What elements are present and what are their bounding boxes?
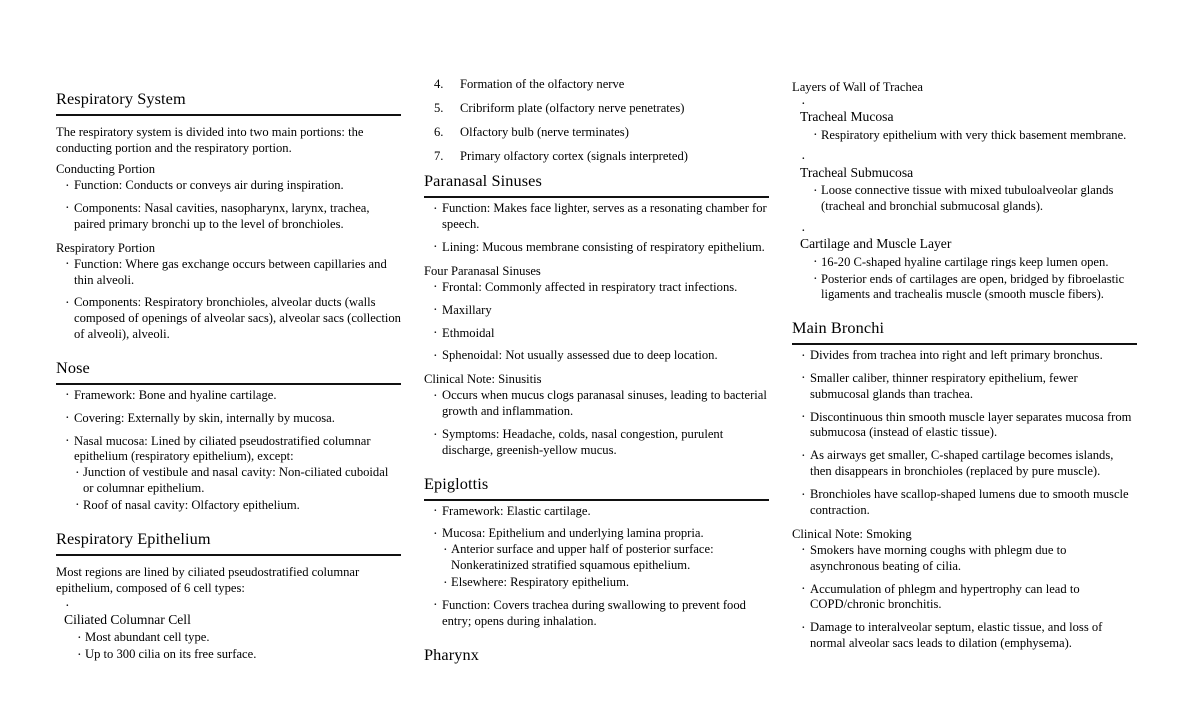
paranasal-sinuses-list bbox=[424, 201, 769, 256]
list-item: · Function: Conducts or conveys air during inspiration. bbox=[64, 178, 401, 194]
main-bronchi-list bbox=[792, 348, 1137, 519]
list-number: 7. bbox=[434, 148, 444, 163]
subheading-clinical-note-sinusitis: Clinical Note: Sinusitis bbox=[424, 372, 542, 387]
list-text: Formation of the olfactory nerve bbox=[460, 77, 625, 91]
list-text: Cribriform plate (olfactory nerve penetrates) bbox=[460, 100, 685, 115]
list-item: · Framework: Elastic cartilage. bbox=[432, 504, 769, 520]
document-column-2 bbox=[424, 0, 769, 703]
respiratory-epithelium-paragraph: Most regions are lined by ciliated pseudostratified columnar epithelium, composed of 6 cell types: bbox=[56, 564, 360, 595]
list-item: · Frontal: Commonly affected in respiratory tract infections. bbox=[432, 280, 769, 296]
epiglottis-list bbox=[424, 504, 769, 543]
list-item: · Ethmoidal bbox=[432, 326, 769, 342]
trachea-layers-list-2 bbox=[792, 152, 1137, 161]
list-item: · Up to 300 cilia on its free surface. bbox=[76, 647, 401, 663]
respiratory-portion-list bbox=[56, 257, 401, 343]
ciliated-columnar-cell-list bbox=[56, 630, 401, 663]
tracheal-mucosa-list bbox=[792, 128, 1137, 144]
section-heading-paranasal-sinuses: Paranasal Sinuses bbox=[424, 172, 769, 198]
list-item: · Smokers have morning coughs with phlegm due to asynchronous beating of cilia. bbox=[800, 543, 1137, 575]
numbered-list-item bbox=[434, 149, 769, 165]
four-sinuses-list bbox=[424, 280, 769, 364]
numbered-list-item bbox=[434, 101, 769, 117]
cartilage-muscle-layer-list bbox=[792, 255, 1137, 304]
group-heading-ciliated-columnar-cell: Ciliated Columnar Cell bbox=[64, 611, 191, 627]
epiglottis-function-list bbox=[424, 598, 769, 630]
list-item: · Posterior ends of cartilages are open, bridged by fibroelastic ligaments and trachealis muscle (smooth muscle fibers). bbox=[812, 272, 1137, 304]
list-item: · As airways get smaller, C-shaped cartilage becomes islands, then disappears in bronchioles (replaced by pure muscle). bbox=[800, 448, 1137, 480]
trachea-layers-list-3 bbox=[792, 223, 1137, 232]
nasal-mucosa-exceptions-list bbox=[56, 465, 401, 514]
list-item: · Components: Respiratory bronchioles, alveolar ducts (walls composed of openings of alveolar sacs), alveolar sacs (collection of alveoli), alveoli. bbox=[64, 295, 401, 343]
list-item: · Nasal mucosa: Lined by ciliated pseudostratified columnar epithelium (respiratory epithelium), except: bbox=[64, 434, 401, 466]
subheading-four-paranasal-sinuses: Four Paranasal Sinuses bbox=[424, 263, 541, 278]
list-item: · Discontinuous thin smooth muscle layer separates mucosa from submucosa (instead of elastic tissue). bbox=[800, 410, 1137, 442]
list-item: · 16-20 C-shaped hyaline cartilage rings keep lumen open. bbox=[812, 255, 1137, 271]
list-item: · Function: Covers trachea during swallowing to prevent food entry; opens during inhalation. bbox=[432, 598, 769, 630]
nose-list bbox=[56, 388, 401, 465]
list-item: · Occurs when mucus clogs paranasal sinuses, leading to bacterial growth and inflammation. bbox=[432, 388, 769, 420]
list-item: · Bronchioles have scallop-shaped lumens due to smooth muscle contraction. bbox=[800, 487, 1137, 519]
olfactory-pathway-list bbox=[424, 77, 769, 164]
list-item: · Loose connective tissue with mixed tubuloalveolar glands (tracheal and bronchial submucosal glands). bbox=[812, 183, 1137, 215]
section-heading-respiratory-system: Respiratory System bbox=[56, 90, 401, 116]
list-item: · Roof of nasal cavity: Olfactory epithelium. bbox=[74, 498, 401, 514]
list-number: 6. bbox=[434, 124, 444, 139]
trachea-layers-list bbox=[792, 96, 1137, 105]
smoking-list bbox=[792, 543, 1137, 652]
numbered-list-item bbox=[434, 77, 769, 93]
subheading-layers-of-wall-of-trachea: Layers of Wall of Trachea bbox=[792, 80, 923, 94]
epiglottis-mucosa-sublist bbox=[424, 542, 769, 591]
section-heading-nose: Nose bbox=[56, 359, 401, 385]
list-text: Primary olfactory cortex (signals interpreted) bbox=[460, 148, 689, 163]
list-item: · Covering: Externally by skin, internally by mucosa. bbox=[64, 411, 401, 427]
subheading-clinical-note-smoking: Clinical Note: Smoking bbox=[792, 526, 912, 541]
empty-list-item bbox=[800, 96, 1137, 105]
section-heading-epiglottis: Epiglottis bbox=[424, 475, 769, 501]
group-heading-tracheal-submucosa: Tracheal Submucosa bbox=[800, 164, 914, 180]
numbered-list-item bbox=[434, 125, 769, 141]
empty-list-item bbox=[64, 599, 401, 608]
list-item: · Framework: Bone and hyaline cartilage. bbox=[64, 388, 401, 404]
tracheal-submucosa-list bbox=[792, 183, 1137, 215]
intro-paragraph: The respiratory system is divided into two main portions: the conducting portion and the respiratory portion. bbox=[56, 124, 364, 155]
list-item: · Junction of vestibule and nasal cavity: Non-ciliated cuboidal or columnar epithelium. bbox=[74, 465, 401, 497]
subheading-conducting-portion: Conducting Portion bbox=[56, 161, 156, 176]
list-number: 4. bbox=[434, 77, 444, 91]
document-column-3 bbox=[792, 0, 1137, 700]
list-text: Olfactory bulb (nerve terminates) bbox=[460, 124, 629, 139]
list-item: · Sphenoidal: Not usually assessed due to deep location. bbox=[432, 348, 769, 364]
empty-list-item bbox=[800, 152, 1137, 161]
group-heading-cartilage-and-muscle-layer: Cartilage and Muscle Layer bbox=[800, 236, 952, 252]
list-item: · Lining: Mucous membrane consisting of respiratory epithelium. bbox=[432, 240, 769, 256]
group-heading-tracheal-mucosa: Tracheal Mucosa bbox=[800, 109, 894, 125]
subheading-respiratory-portion: Respiratory Portion bbox=[56, 240, 155, 255]
conducting-portion-list bbox=[56, 178, 401, 233]
list-item: · Symptoms: Headache, colds, nasal congestion, purulent discharge, greenish-yellow mucus. bbox=[432, 427, 769, 459]
list-item: · Function: Where gas exchange occurs between capillaries and thin alveoli. bbox=[64, 257, 401, 289]
list-item: · Accumulation of phlegm and hypertrophy can lead to COPD/chronic bronchitis. bbox=[800, 582, 1137, 614]
list-item: · Anterior surface and upper half of posterior surface: Nonkeratinized stratified squamous epithelium. bbox=[442, 542, 769, 574]
list-item: · Respiratory epithelium with very thick basement membrane. bbox=[812, 128, 1137, 144]
list-item: · Maxillary bbox=[432, 303, 769, 319]
list-item: · Elsewhere: Respiratory epithelium. bbox=[442, 575, 769, 591]
section-heading-pharynx: Pharynx bbox=[424, 644, 479, 664]
list-number: 5. bbox=[434, 100, 444, 115]
list-item: · Mucosa: Epithelium and underlying lamina propria. bbox=[432, 526, 769, 542]
section-heading-main-bronchi: Main Bronchi bbox=[792, 319, 1137, 345]
document-column-1 bbox=[56, 0, 401, 716]
list-item: · Function: Makes face lighter, serves as a resonating chamber for speech. bbox=[432, 201, 769, 233]
list-item: · Smaller caliber, thinner respiratory epithelium, fewer submucosal glands than trachea. bbox=[800, 371, 1137, 403]
empty-list-item bbox=[800, 223, 1137, 232]
cell-types-list bbox=[56, 599, 401, 608]
list-item: · Components: Nasal cavities, nasopharynx, larynx, trachea, paired primary bronchi up to the level of bronchioles. bbox=[64, 201, 401, 233]
section-heading-respiratory-epithelium: Respiratory Epithelium bbox=[56, 530, 401, 556]
list-item: · Most abundant cell type. bbox=[76, 630, 401, 646]
list-item: · Damage to interalveolar septum, elastic tissue, and loss of normal alveolar sacs leads to dilation (emphysema). bbox=[800, 620, 1137, 652]
list-item: · Divides from trachea into right and left primary bronchus. bbox=[800, 348, 1137, 364]
sinusitis-list bbox=[424, 388, 769, 458]
